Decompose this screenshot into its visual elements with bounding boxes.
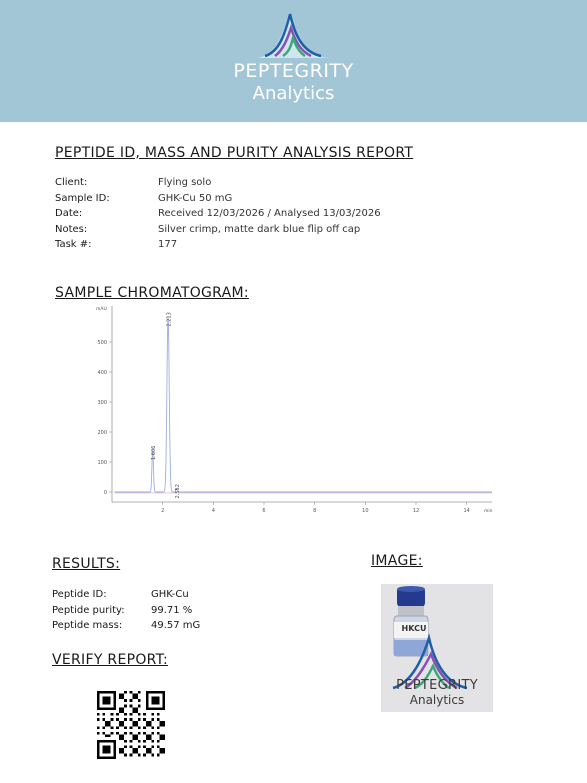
x-axis-label: min: [484, 509, 493, 514]
qr-module: [111, 732, 114, 735]
qr-module: [116, 732, 119, 735]
qr-module: [138, 745, 141, 748]
qr-module: [97, 751, 100, 754]
qr-module: [124, 691, 127, 694]
qr-module: [108, 702, 111, 705]
result-value: 49.57 mG: [151, 620, 201, 631]
qr-module: [97, 756, 100, 759]
qr-module: [157, 726, 160, 729]
qr-module: [154, 702, 157, 705]
qr-module: [146, 696, 149, 699]
result-row-purity: [52, 605, 200, 621]
qr-module: [121, 748, 124, 751]
qr-module: [124, 740, 127, 743]
chromatogram-chart: [92, 302, 494, 522]
qr-module: [157, 732, 160, 735]
qr-module: [102, 696, 105, 699]
qr-module: [102, 691, 105, 694]
qr-module: [105, 721, 108, 724]
qr-module: [97, 726, 100, 729]
vial-label: HKCU: [401, 624, 427, 633]
qr-module: [143, 732, 146, 735]
qr-module: [124, 713, 127, 716]
qr-module: [157, 718, 160, 721]
qr-module: [149, 721, 152, 724]
qr-module: [100, 707, 103, 710]
qr-module: [100, 691, 103, 694]
qr-module: [121, 724, 124, 727]
qr-module: [124, 699, 127, 702]
qr-module: [102, 732, 105, 735]
qr-module: [151, 745, 154, 748]
qr-module: [135, 707, 138, 710]
qr-module: [108, 751, 111, 754]
qr-module: [108, 724, 111, 727]
qr-module: [146, 721, 149, 724]
qr-module: [162, 691, 165, 694]
qr-module: [162, 721, 165, 724]
y-tick-label: 100: [97, 460, 107, 466]
sample-info: [55, 177, 381, 255]
qr-module: [143, 740, 146, 743]
qr-module: [154, 707, 157, 710]
qr-module: [151, 754, 154, 757]
info-value: Flying solo: [158, 177, 212, 188]
x-tick-label: 14: [463, 508, 470, 514]
qr-module: [130, 705, 133, 708]
qr-module: [97, 696, 100, 699]
qr-module: [160, 737, 163, 740]
brand-name: PEPTEGRITY: [233, 60, 354, 82]
qr-module: [132, 710, 135, 713]
qr-module: [146, 694, 149, 697]
qr-module: [132, 694, 135, 697]
qr-module: [160, 707, 163, 710]
qr-module: [160, 721, 163, 724]
qr-module: [102, 699, 105, 702]
qr-module: [113, 691, 116, 694]
info-value: 177: [158, 239, 178, 250]
qr-module: [130, 740, 133, 743]
qr-module: [97, 694, 100, 697]
y-tick-label: 200: [97, 430, 107, 436]
qr-module: [162, 737, 165, 740]
qr-module: [105, 724, 108, 727]
qr-module: [146, 707, 149, 710]
qr-module: [97, 718, 100, 721]
qr-module: [149, 735, 152, 738]
x-tick-label: 6: [262, 508, 266, 514]
qr-module: [119, 707, 122, 710]
qr-module: [151, 696, 154, 699]
qr-module: [111, 756, 114, 759]
qr-module: [105, 707, 108, 710]
qr-module: [119, 696, 122, 699]
result-row-id: [52, 589, 200, 605]
info-value: Received 12/03/2026 / Analysed 13/03/2026: [158, 208, 381, 219]
qr-module: [146, 702, 149, 705]
brand-subtitle: Analytics: [252, 83, 335, 104]
qr-module: [97, 702, 100, 705]
qr-module: [160, 748, 163, 751]
qr-module: [113, 705, 116, 708]
x-tick-label: 10: [362, 508, 369, 514]
qr-module: [135, 721, 138, 724]
info-value: Silver crimp, matte dark blue flip off cap: [158, 223, 361, 235]
qr-module: [138, 754, 141, 757]
info-label: Sample ID:: [55, 192, 110, 204]
qr-module: [97, 732, 100, 735]
qr-module: [157, 691, 160, 694]
qr-module: [162, 699, 165, 702]
info-row-notes: [55, 224, 381, 240]
qr-module: [162, 707, 165, 710]
qr-module: [132, 748, 135, 751]
qr-module: [151, 702, 154, 705]
qr-module: [157, 699, 160, 702]
qr-module: [111, 740, 114, 743]
qr-module: [97, 740, 100, 743]
qr-module: [119, 694, 122, 697]
qr-module: [121, 751, 124, 754]
qr-module: [102, 740, 105, 743]
qr-module: [146, 699, 149, 702]
qr-module: [135, 737, 138, 740]
y-tick-label: 500: [97, 340, 107, 346]
qr-module: [146, 705, 149, 708]
qr-module: [135, 735, 138, 738]
qr-module: [102, 707, 105, 710]
qr-module: [132, 724, 135, 727]
qr-module: [102, 702, 105, 705]
qr-module: [97, 707, 100, 710]
qr-module: [132, 721, 135, 724]
qr-module: [143, 754, 146, 757]
chromatogram-title: SAMPLE CHROMATOGRAM:: [55, 285, 249, 301]
report-title: PEPTIDE ID, MASS AND PURITY ANALYSIS REPORT: [55, 145, 414, 161]
qr-module: [138, 713, 141, 716]
qr-module: [160, 751, 163, 754]
x-tick-label: 8: [313, 508, 317, 514]
qr-module: [132, 707, 135, 710]
qr-module: [130, 754, 133, 757]
qr-module: [130, 691, 133, 694]
qr-module: [149, 751, 152, 754]
qr-module: [124, 745, 127, 748]
qr-module: [113, 702, 116, 705]
qr-module: [113, 756, 116, 759]
qr-module: [105, 751, 108, 754]
y-axis-label: mAU: [96, 307, 107, 312]
qr-module: [154, 699, 157, 702]
qr-module: [146, 691, 149, 694]
qr-module: [105, 740, 108, 743]
qr-module: [105, 696, 108, 699]
qr-module: [119, 737, 122, 740]
photo-brand-subtitle: Analytics: [409, 693, 465, 707]
peak-logo-icon: [255, 6, 331, 62]
qr-module: [97, 691, 100, 694]
qr-module: [162, 724, 165, 727]
qr-module: [97, 748, 100, 751]
qr-module: [162, 694, 165, 697]
qr-module: [124, 718, 127, 721]
info-label: Notes:: [55, 223, 88, 235]
qr-module: [113, 751, 116, 754]
qr-module: [108, 756, 111, 759]
qr-module: [162, 696, 165, 699]
results-title: RESULTS:: [52, 556, 121, 572]
qr-module: [105, 699, 108, 702]
qr-module: [102, 745, 105, 748]
qr-module: [108, 735, 111, 738]
qr-module: [121, 696, 124, 699]
qr-module: [116, 726, 119, 729]
qr-module: [162, 705, 165, 708]
qr-module: [97, 699, 100, 702]
info-label: Client:: [55, 177, 88, 188]
qr-module: [113, 743, 116, 746]
qr-module: [146, 751, 149, 754]
qr-module: [157, 745, 160, 748]
qr-module: [130, 713, 133, 716]
qr-module: [146, 737, 149, 740]
info-label: Date:: [55, 208, 83, 219]
qr-module: [105, 691, 108, 694]
qr-module: [138, 740, 141, 743]
qr-module: [160, 724, 163, 727]
qr-module: [132, 696, 135, 699]
qr-module: [121, 694, 124, 697]
qr-module: [105, 756, 108, 759]
qr-module: [162, 751, 165, 754]
qr-module: [97, 713, 100, 716]
qr-module: [111, 718, 114, 721]
qr-module: [157, 713, 160, 716]
qr-module: [113, 694, 116, 697]
qr-module: [146, 735, 149, 738]
signal-trace: [115, 317, 492, 492]
qr-module: [102, 713, 105, 716]
qr-module: [100, 756, 103, 759]
qr-module: [124, 705, 127, 708]
qr-module: [157, 740, 160, 743]
photo-brand-name: PEPTEGRITY: [396, 678, 478, 693]
qr-module: [121, 735, 124, 738]
qr-module: [157, 754, 160, 757]
qr-module: [157, 702, 160, 705]
qr-module: [111, 707, 114, 710]
result-row-mass: [52, 620, 200, 636]
qr-module: [151, 740, 154, 743]
qr-module: [102, 751, 105, 754]
qr-module: [119, 724, 122, 727]
qr-module: [143, 718, 146, 721]
qr-module: [124, 732, 127, 735]
qr-module: [151, 691, 154, 694]
qr-module: [132, 751, 135, 754]
qr-module: [154, 691, 157, 694]
info-row-client: [55, 177, 381, 193]
verify-title: VERIFY REPORT:: [52, 652, 169, 668]
qr-module: [108, 748, 111, 751]
qr-module: [135, 696, 138, 699]
info-row-sample: [55, 193, 381, 209]
qr-module: [100, 740, 103, 743]
qr-module: [105, 745, 108, 748]
qr-module: [108, 707, 111, 710]
qr-module: [97, 743, 100, 746]
qr-module: [130, 745, 133, 748]
qr-module: [108, 745, 111, 748]
qr-module: [146, 748, 149, 751]
qr-module: [121, 737, 124, 740]
qr-module: [108, 699, 111, 702]
result-label: Peptide purity:: [52, 604, 125, 616]
qr-module: [149, 724, 152, 727]
qr-module: [154, 696, 157, 699]
qr-module: [143, 745, 146, 748]
qr-module: [157, 707, 160, 710]
qr-module: [135, 724, 138, 727]
qr-module: [105, 735, 108, 738]
qr-module: [124, 754, 127, 757]
qr-module: [119, 735, 122, 738]
qr-module: [135, 751, 138, 754]
qr-module: [135, 748, 138, 751]
vial-photo: [381, 584, 493, 712]
result-value: 99.71 %: [151, 604, 193, 616]
qr-module: [113, 745, 116, 748]
qr-module: [124, 726, 127, 729]
y-tick-label: 0: [103, 490, 107, 496]
qr-module: [105, 702, 108, 705]
qr-module: [111, 713, 114, 716]
qr-module: [138, 705, 141, 708]
qr-code-icon[interactable]: [97, 691, 165, 759]
qr-module: [97, 705, 100, 708]
qr-module: [108, 696, 111, 699]
y-tick-label: 300: [97, 400, 107, 406]
qr-module: [121, 710, 124, 713]
qr-module: [119, 710, 122, 713]
qr-module: [116, 713, 119, 716]
qr-module: [132, 737, 135, 740]
y-tick-label: 400: [97, 370, 107, 376]
x-tick-label: 4: [211, 508, 215, 514]
result-label: Peptide mass:: [52, 620, 123, 631]
qr-module: [97, 745, 100, 748]
qr-module: [119, 721, 122, 724]
peak-label: 1.606: [151, 445, 158, 460]
x-tick-label: 12: [412, 508, 420, 514]
qr-module: [149, 737, 152, 740]
qr-module: [138, 718, 141, 721]
qr-module: [113, 699, 116, 702]
qr-module: [111, 726, 114, 729]
info-label: Task #:: [55, 239, 92, 250]
qr-module: [105, 748, 108, 751]
qr-module: [151, 718, 154, 721]
qr-module: [121, 721, 124, 724]
qr-module: [102, 748, 105, 751]
qr-module: [102, 726, 105, 729]
qr-module: [113, 707, 116, 710]
qr-module: [160, 735, 163, 738]
qr-module: [113, 696, 116, 699]
qr-module: [143, 726, 146, 729]
qr-module: [121, 707, 124, 710]
qr-module: [113, 740, 116, 743]
qr-module: [113, 748, 116, 751]
qr-module: [97, 754, 100, 757]
qr-module: [108, 691, 111, 694]
qr-module: [151, 713, 154, 716]
qr-module: [151, 699, 154, 702]
peak-label: 2.213: [166, 312, 173, 327]
qr-module: [160, 691, 163, 694]
qr-module: [162, 748, 165, 751]
qr-module: [102, 756, 105, 759]
qr-module: [132, 735, 135, 738]
qr-module: [130, 718, 133, 721]
qr-module: [130, 726, 133, 729]
result-value: GHK-Cu: [151, 589, 189, 600]
qr-module: [130, 732, 133, 735]
qr-module: [138, 699, 141, 702]
qr-module: [138, 726, 141, 729]
qr-module: [119, 751, 122, 754]
qr-module: [119, 748, 122, 751]
qr-module: [135, 694, 138, 697]
qr-module: [162, 735, 165, 738]
info-row-task: [55, 239, 381, 255]
qr-module: [151, 707, 154, 710]
info-row-date: [55, 208, 381, 224]
peak-label: 2.552: [175, 484, 182, 499]
result-label: Peptide ID:: [52, 589, 107, 600]
qr-module: [149, 748, 152, 751]
qr-module: [111, 691, 114, 694]
qr-module: [162, 702, 165, 705]
qr-module: [146, 724, 149, 727]
results-table: [52, 589, 200, 636]
qr-module: [108, 721, 111, 724]
info-value: GHK-Cu 50 mG: [158, 192, 233, 204]
qr-module: [149, 707, 152, 710]
qr-module: [138, 691, 141, 694]
qr-module: [108, 740, 111, 743]
qr-module: [149, 691, 152, 694]
qr-module: [143, 713, 146, 716]
qr-module: [138, 732, 141, 735]
image-title: IMAGE:: [371, 553, 423, 569]
qr-module: [151, 732, 154, 735]
qr-module: [157, 696, 160, 699]
qr-module: [130, 699, 133, 702]
x-tick-label: 2: [161, 508, 165, 514]
qr-module: [135, 710, 138, 713]
qr-module: [116, 718, 119, 721]
header-banner: [0, 0, 587, 122]
qr-module: [102, 718, 105, 721]
qr-module: [151, 726, 154, 729]
qr-module: [113, 754, 116, 757]
